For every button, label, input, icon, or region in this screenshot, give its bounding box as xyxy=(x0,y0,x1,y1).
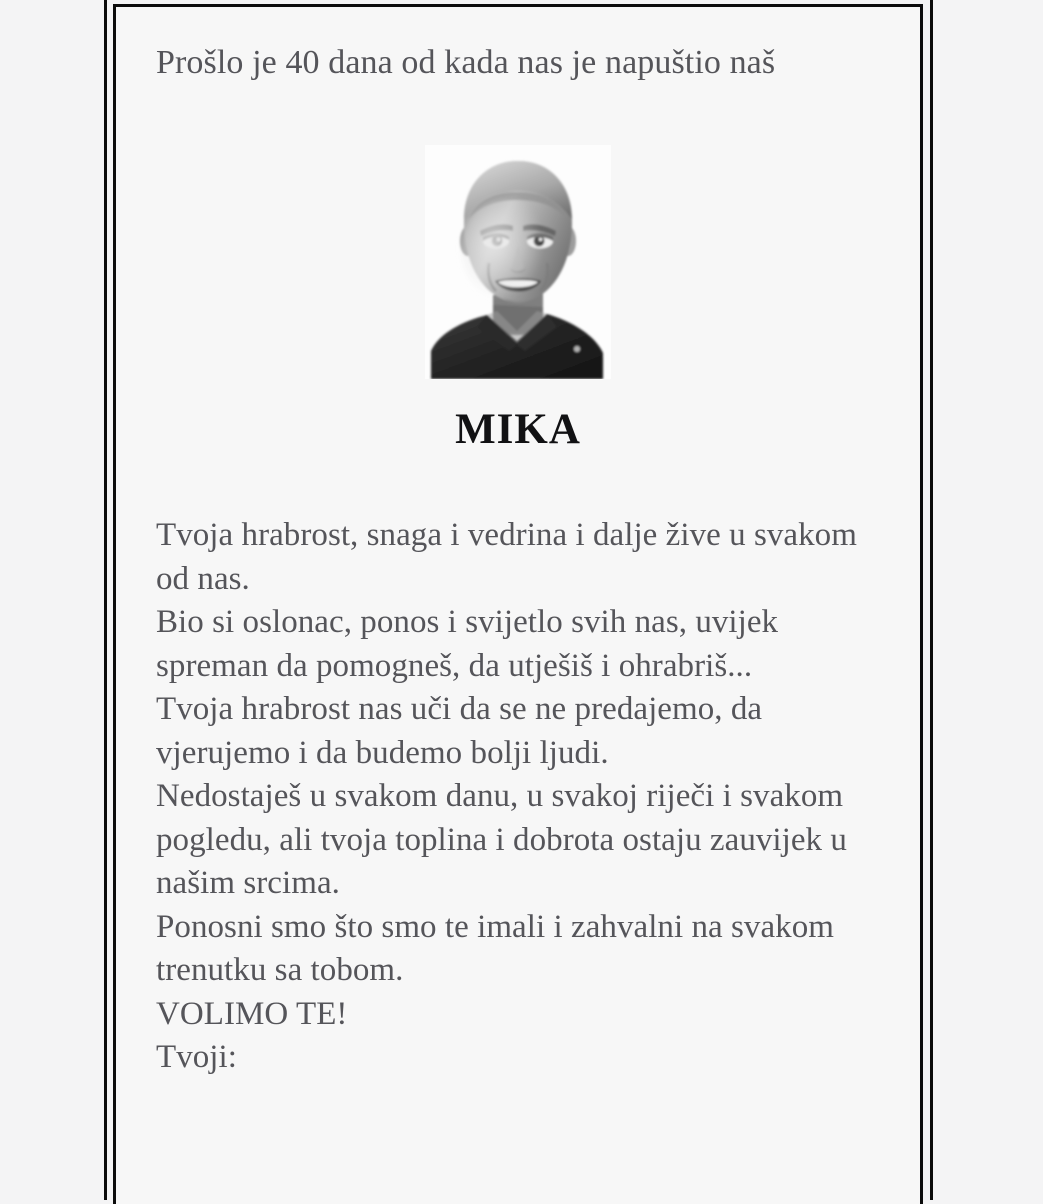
message-line: Tvoji: xyxy=(156,1039,237,1076)
message-line: Nedostaješ u svakom danu, u svakoj riječi i svakom pogledu, ali tvoja toplina i dobrota ostaju zauvijek u našim srcima. xyxy=(156,778,847,902)
message-line: Tvoja hrabrost, snaga i vedrina i dalje žive u svakom od nas. xyxy=(156,517,857,597)
message-line: Tvoja hrabrost nas uči da se ne predajemo, da vjerujemo i da budemo bolji ljudi. xyxy=(156,691,763,771)
portrait-photo-graphic xyxy=(425,145,611,379)
message-line: Ponosni smo što smo te imali i zahvalni na svakom trenutku sa tobom. xyxy=(156,908,834,989)
memorial-message xyxy=(156,514,880,1080)
left-page-rule xyxy=(104,0,107,1200)
memorial-card xyxy=(113,4,923,1204)
message-line: Bio si oslonac, ponos i svijetlo svih nas, uvijek spreman da pomogneš, da utješiš i ohrabriš... xyxy=(156,604,779,684)
portrait-container xyxy=(156,145,880,379)
deceased-name: MIKA xyxy=(455,406,581,453)
portrait-photo xyxy=(425,145,611,379)
message-line: VOLIMO TE! xyxy=(156,995,348,1032)
memorial-card-content xyxy=(116,7,920,1080)
memorial-headline: Prošlo je 40 dana od kada nas je napuštio naš xyxy=(156,44,776,81)
right-page-rule xyxy=(930,0,933,1200)
